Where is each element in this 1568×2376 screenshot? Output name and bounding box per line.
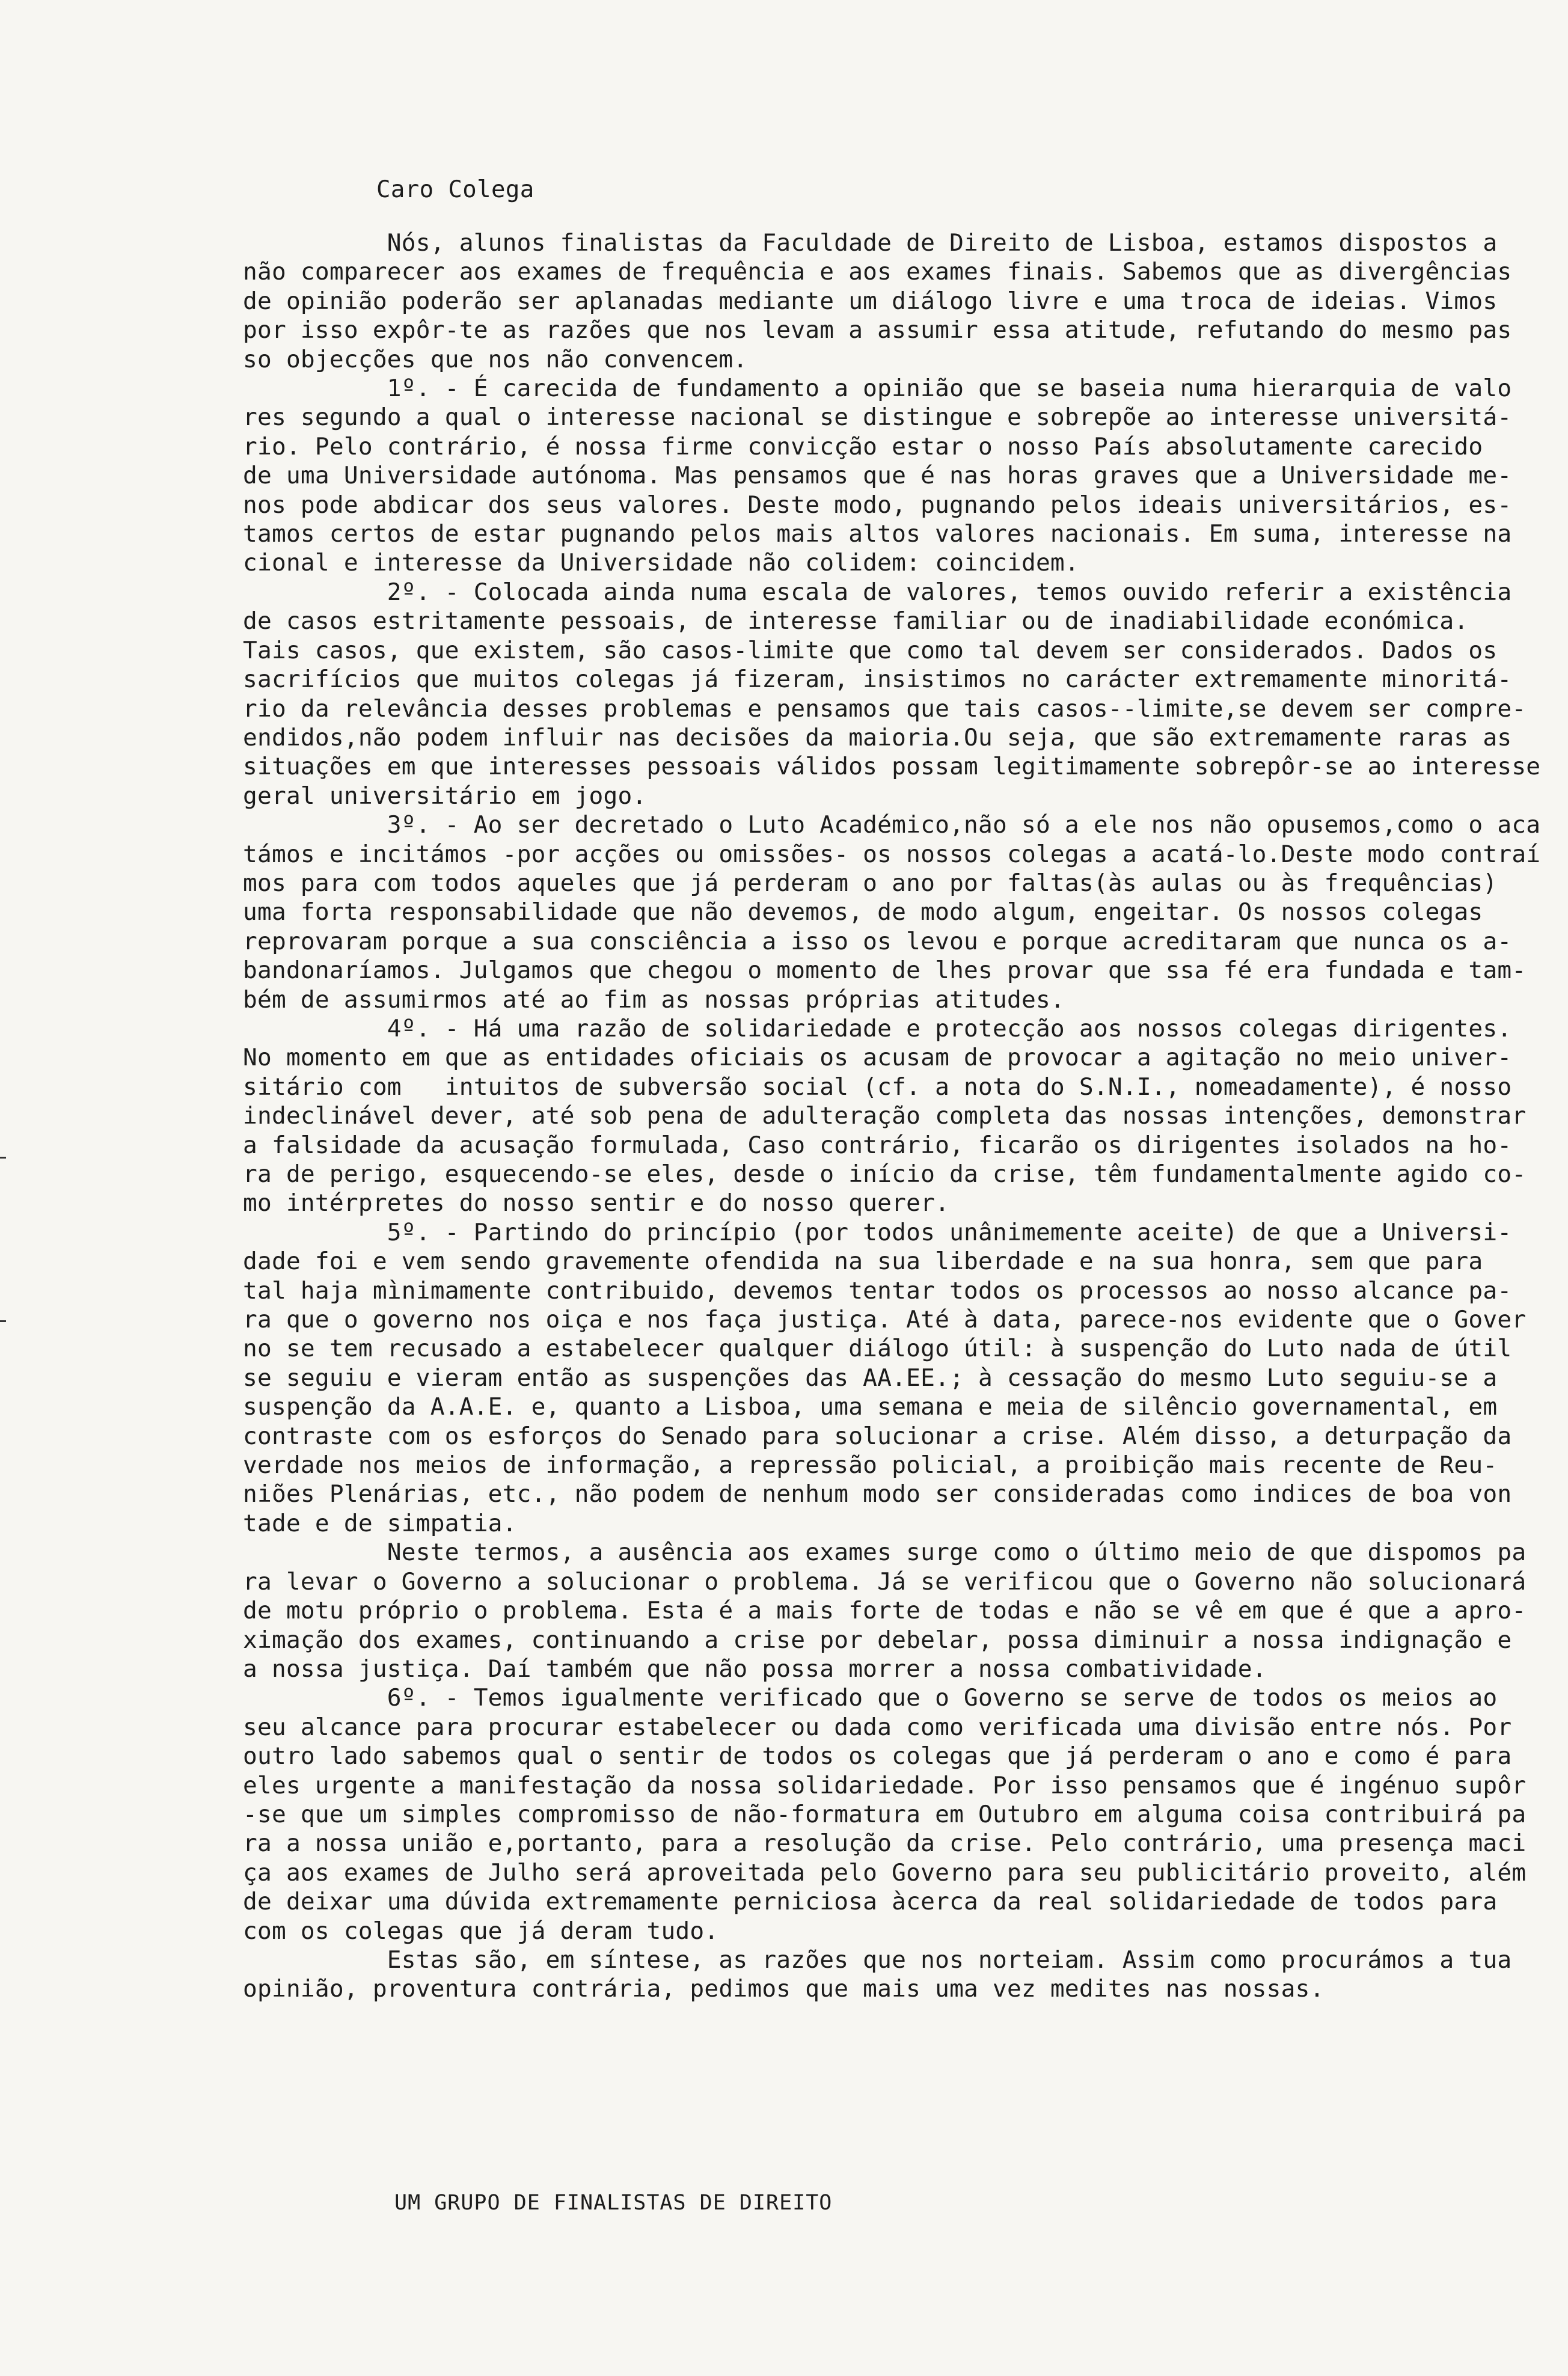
text-line: geral universitário em jogo. <box>243 782 647 810</box>
text-line: sitário com intuitos de subversão social (cf. a nota do S.N.I., nomeadamente), é nosso <box>243 1073 1512 1101</box>
text-line: dade foi e vem sendo gravemente ofendida na sua liberdade e na sua honra, sem que para <box>243 1248 1483 1276</box>
text-line: 1º. - É carecida de fundamento a opinião que se baseia numa hierarquia de valo <box>243 375 1512 403</box>
paragraph <box>243 1014 1527 1218</box>
paragraph <box>243 1218 1527 1538</box>
text-line: 3º. - Ao ser decretado o Luto Académico,não só a ele nos não opusemos,como o aca <box>243 811 1541 839</box>
paragraph <box>243 1946 1512 2004</box>
text-line: rio. Pelo contrário, é nossa firme convicção estar o nosso País absolutamente carecido <box>243 432 1483 461</box>
text-line: de uma Universidade autónoma. Mas pensamos que é nas horas graves que a Universidade me- <box>243 462 1512 490</box>
text-line: de deixar uma dúvida extremamente perniciosa àcerca da real solidariedade de todos para <box>243 1888 1498 1916</box>
paragraph <box>243 810 1541 1014</box>
text-line: não comparecer aos exames de frequência e aos exames finais. Sabemos que as divergências <box>243 258 1512 286</box>
text-line: de motu próprio o problema. Esta é a mais forte de todas e não se vê em que é que a apro- <box>243 1597 1527 1625</box>
text-line: 2º. - Colocada ainda numa escala de valores, temos ouvido referir a existência <box>243 578 1512 606</box>
text-line: opinião, proventura contrária, pedimos que mais uma vez medites nas nossas. <box>243 1975 1325 2003</box>
text-line: mos para com todos aqueles que já perderam o ano por faltas(às aulas ou às frequências) <box>243 869 1498 897</box>
text-line: bém de assumirmos até ao fim as nossas próprias atitudes. <box>243 985 1065 1014</box>
text-line: tal haja mìnimamente contribuido, devemos tentar todos os processos ao nosso alcance pa- <box>243 1276 1512 1305</box>
text-line: 5º. - Partindo do princípio (por todos unânimemente aceite) de que a Universi- <box>243 1218 1512 1246</box>
text-line: com os colegas que já deram tudo. <box>243 1917 719 1945</box>
paragraph <box>243 1683 1527 1946</box>
paragraph <box>243 228 1512 374</box>
text-line: tamos certos de estar pugnando pelos mais altos valores nacionais. Em suma, interesse na <box>243 520 1512 548</box>
text-line: no se tem recusado a estabelecer qualquer diálogo útil: à suspenção do Luto nada de útil <box>243 1335 1512 1363</box>
text-line: Estas são, em síntese, as razões que nos norteiam. Assim como procurámos a tua <box>243 1946 1512 1974</box>
text-line: indeclinável dever, até sob pena de adulteração completa das nossas intenções, demonstrar <box>243 1102 1527 1130</box>
text-line: de casos estritamente pessoais, de interesse familiar ou de inadiabilidade económica. <box>243 607 1469 635</box>
text-line: por isso expôr-te as razões que nos levam a assumir essa atitude, refutando do mesmo pas <box>243 316 1512 344</box>
text-line: res segundo a qual o interesse nacional se distingue e sobrepõe ao interesse universitá- <box>243 403 1512 432</box>
margin-mark <box>0 1157 6 1159</box>
text-line: rio da relevância desses problemas e pensamos que tais casos--limite,se devem ser compre- <box>243 694 1527 723</box>
text-line: tade e de simpatia. <box>243 1509 517 1537</box>
text-line: eles urgente a manifestação da nossa solidariedade. Por isso pensamos que é ingénuo supôr <box>243 1771 1527 1799</box>
text-line: ra de perigo, esquecendo-se eles, desde o início da crise, têm fundamentalmente agido co- <box>243 1160 1527 1188</box>
text-line: nos pode abdicar dos seus valores. Deste modo, pugnando pelos ideais universitários, es- <box>243 491 1512 519</box>
text-line: ra a nossa união e,portanto, para a resolução da crise. Pelo contrário, uma presença maci <box>243 1829 1527 1858</box>
text-line: ximação dos exames, continuando a crise por debelar, possa diminuir a nossa indignação e <box>243 1626 1512 1654</box>
text-line: uma forta responsabilidade que não devemos, de modo algum, engeitar. Os nossos colegas <box>243 898 1483 926</box>
text-line: mo intérpretes do nosso sentir e do nosso querer. <box>243 1189 950 1217</box>
salutation: Caro Colega <box>376 176 534 203</box>
text-line: a falsidade da acusação formulada, Caso contrário, ficarão os dirigentes isolados na ho- <box>243 1131 1512 1159</box>
letter-body <box>243 176 1541 2004</box>
text-line: a nossa justiça. Daí também que não possa morrer a nossa combatividade. <box>243 1655 1267 1683</box>
text-line: se seguiu e vieram então as suspenções das AA.EE.; à cessação do mesmo Luto seguiu-se a <box>243 1364 1498 1392</box>
text-line: so objecções que nos não convencem. <box>243 345 748 373</box>
signature: UM GRUPO DE FINALISTAS DE DIREITO <box>394 2191 833 2215</box>
text-line: 4º. - Há uma razão de solidariedade e protecção aos nossos colegas dirigentes. <box>243 1014 1512 1043</box>
text-line: outro lado sabemos qual o sentir de todos os colegas que já perderam o ano e como é para <box>243 1742 1512 1771</box>
text-line: ça aos exames de Julho será aproveitada pelo Governo para seu publicitário proveito, além <box>243 1858 1527 1887</box>
text-line: cional e interesse da Universidade não colidem: coincidem. <box>243 549 1079 577</box>
text-line: Neste termos, a ausência aos exames surge como o último meio de que dispomos pa <box>243 1539 1527 1567</box>
text-line: niões Plenárias, etc., não podem de nenhum modo ser consideradas como indices de boa von <box>243 1480 1512 1508</box>
text-line: contraste com os esforços do Senado para solucionar a crise. Além disso, a deturpação da <box>243 1422 1512 1450</box>
text-line: suspenção da A.A.E. e, quanto a Lisboa, uma semana e meia de silêncio governamental, em <box>243 1393 1498 1421</box>
margin-mark <box>0 1320 6 1322</box>
text-line: Nós, alunos finalistas da Faculdade de Direito de Lisboa, estamos dispostos a <box>243 229 1498 257</box>
text-line: Tais casos, que existem, são casos-limite que como tal devem ser considerados. Dados os <box>243 636 1498 664</box>
text-line: reprovaram porque a sua consciência a isso os levou e porque acreditaram que nunca os a- <box>243 927 1512 955</box>
text-line: támos e incitámos -por acções ou omissões- os nossos colegas a acatá-lo.Deste modo contraí <box>243 840 1541 868</box>
text-line: bandonaríamos. Julgamos que chegou o momento de lhes provar que ssa fé era fundada e tam- <box>243 957 1527 985</box>
paragraph <box>243 578 1541 810</box>
text-line: seu alcance para procurar estabelecer ou dada como verificada uma divisão entre nós. Por <box>243 1713 1512 1741</box>
text-line: No momento em que as entidades oficiais os acusam de provocar a agitação no meio univer- <box>243 1044 1512 1072</box>
text-line: endidos,não podem influir nas decisões da maioria.Ou seja, que são extremamente raras as <box>243 723 1512 752</box>
text-line: ra levar o Governo a solucionar o problema. Já se verificou que o Governo não solucionará <box>243 1567 1527 1596</box>
text-line: situações em que interesses pessoais válidos possam legitimamente sobrepôr-se ao interesse <box>243 753 1541 781</box>
paragraph <box>243 374 1512 578</box>
text-line: verdade nos meios de informação, a repressão policial, a proibição mais recente de Reu- <box>243 1451 1498 1480</box>
text-line: sacrifícios que muitos colegas já fizeram, insistimos no carácter extremamente minoritá- <box>243 666 1512 694</box>
text-line: 6º. - Temos igualmente verificado que o Governo se serve de todos os meios ao <box>243 1684 1498 1712</box>
paragraph <box>243 1538 1527 1683</box>
text-line: ra que o governo nos oiça e nos faça justiça. Até à data, parece-nos evidente que o Gover <box>243 1306 1527 1334</box>
paragraphs <box>243 228 1541 2004</box>
text-line: -se que um simples compromisso de não-formatura em Outubro em alguma coisa contribuirá pa <box>243 1800 1527 1828</box>
text-line: de opinião poderão ser aplanadas mediante um diálogo livre e uma troca de ideias. Vimos <box>243 287 1498 315</box>
